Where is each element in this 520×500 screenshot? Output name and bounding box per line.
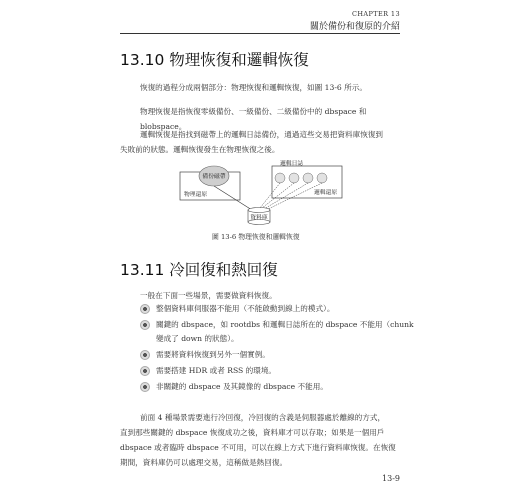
- bullet-list: [140, 302, 420, 396]
- list-item-text: 整個資料庫伺服器不能用（不能啟動到線上的模式）。: [156, 304, 335, 313]
- log-tape-icon: [289, 173, 299, 183]
- list-item-text-cont: 變成了 down 的狀態）。: [156, 334, 239, 343]
- bullet-icon: [140, 350, 150, 360]
- paragraph: 物理恢復是指恢復零級備份、一級備份、二級備份中的 dbspace 和 blobspace。: [140, 107, 367, 131]
- bullet-icon: [140, 366, 150, 376]
- list-item-text: 關鍵的 dbspace，如 rootdbs 和邏輯日誌所在的 dbspace 不能用（chunk: [156, 320, 414, 329]
- paragraph-line: 失敗前的狀態。邏輯恢復發生在物理恢復之後。: [120, 145, 280, 154]
- logical-log-label: 邏輯日誌: [280, 161, 304, 167]
- list-item: [140, 318, 420, 346]
- logical-restore-label: 邏輯還原: [314, 190, 338, 196]
- list-item: [140, 364, 420, 378]
- paragraph: 一般在下面一些場景，需要做資料恢復。: [140, 291, 277, 300]
- paragraph-line: 前面 4 種場景需要進行冷回復，冷回復的含義是伺服器處於離線的方式，: [140, 413, 386, 422]
- list-item: [140, 348, 420, 362]
- paragraph-line: dbspace 或者臨時 dbspace 不可用，可以在線上方式下進行資料庫恢復。在恢復: [120, 443, 396, 452]
- list-item-text: 需要搭建 HDR 或者 RSS 的環境。: [156, 366, 277, 375]
- section-title-13-10: 13.10 物理恢復和邏輯恢復: [120, 51, 309, 69]
- bullet-icon: [140, 382, 150, 392]
- header-rule: [120, 33, 400, 34]
- list-item: [140, 302, 420, 316]
- bullet-icon: [140, 320, 150, 330]
- paragraph: 恢復的過程分成兩個部分：物理恢復和邏輯恢復，如圖 13-6 所示。: [140, 83, 367, 92]
- section-title-13-11: 13.11 冷回復和熱回復: [120, 261, 278, 279]
- paragraph-line: 邏輯恢復是指找到磁帶上的邏輯日誌備份，通過這些交易把資料庫恢復到: [140, 130, 383, 139]
- log-tape-icon: [303, 173, 313, 183]
- page-number: 13-9: [382, 474, 400, 483]
- chapter-label: CHAPTER 13: [351, 10, 400, 18]
- database-label: 資料庫: [250, 215, 268, 221]
- list-item-text: 需要將資料恢復到另外一個實例。: [156, 350, 270, 359]
- physical-restore-label: 物理還原: [184, 192, 208, 198]
- figure-13-6-diagram: [176, 160, 346, 226]
- backup-tape-label: 備份磁帶: [202, 174, 226, 180]
- list-item-text: 非關鍵的 dbspace 及其鏡像的 dbspace 不能用。: [156, 382, 328, 391]
- log-tape-icon: [317, 173, 327, 183]
- paragraph-line: 期間，資料庫仍可以處理交易，這稱做是熱回復。: [120, 458, 288, 467]
- list-item: [140, 380, 420, 394]
- chapter-subtitle: 關於備份和復原的介紹: [309, 22, 400, 32]
- paragraph-line: 直到那些關鍵的 dbspace 恢復成功之後，資料庫才可以存取；如果是一個用戶: [120, 428, 385, 437]
- bullet-icon: [140, 304, 150, 314]
- log-tape-icon: [275, 173, 285, 183]
- running-header: [310, 10, 400, 32]
- figure-caption: 圖 13-6 物理恢復和邏輯恢復: [212, 233, 300, 241]
